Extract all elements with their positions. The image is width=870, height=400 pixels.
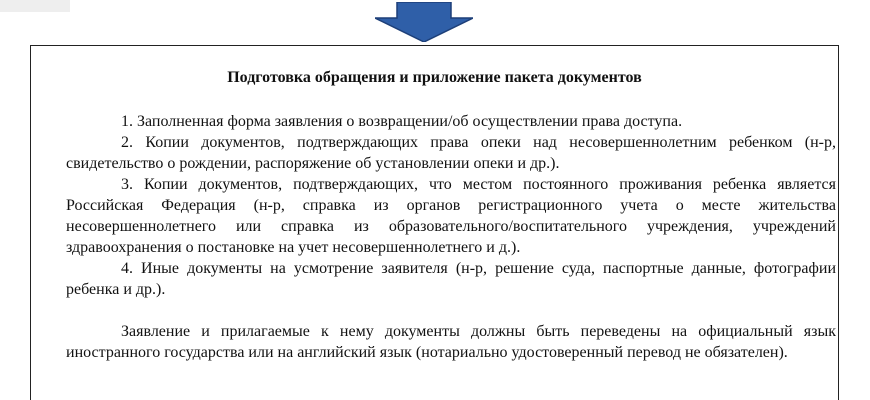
- scan-edge-artifact: [0, 0, 70, 12]
- translation-note: Заявление и прилагаемые к нему документы должны быть переведены на официальный язык иностранного государства или на английский язык (нотариально удостоверенный перевод не обязателен).: [66, 323, 836, 361]
- paragraph-gap: [66, 300, 836, 321]
- list-item-2: 2. Копии документов, подтверждающих права опеки над несовершеннолетним ребенком (н-р, свидетельство о рождении, распоряжение об установлении опеки и др.).: [66, 134, 836, 172]
- document-frame: [30, 45, 839, 400]
- list-item-3: 3. Копии документов, подтверждающих, что местом постоянного проживания ребенка является Российская Федерация (н-р, справка из органов регистрационного учета о месте жительства несовершеннолетнего или справка из образовательного/воспитательного учреждения, учреждений здравоохранения о постановке на учет несовершеннолетнего и д.).: [66, 176, 836, 256]
- document-body: [66, 111, 836, 363]
- document-title: Подготовка обращения и приложение пакета документов: [227, 69, 642, 86]
- list-item-4: 4. Иные документы на усмотрение заявителя (н-р, решение суда, паспортные данные, фотографии ребенка и др.).: [66, 260, 836, 298]
- down-arrow-icon: [375, 2, 473, 42]
- list-item-1: 1. Заполненная форма заявления о возвращении/об осуществлении права доступа.: [121, 113, 683, 130]
